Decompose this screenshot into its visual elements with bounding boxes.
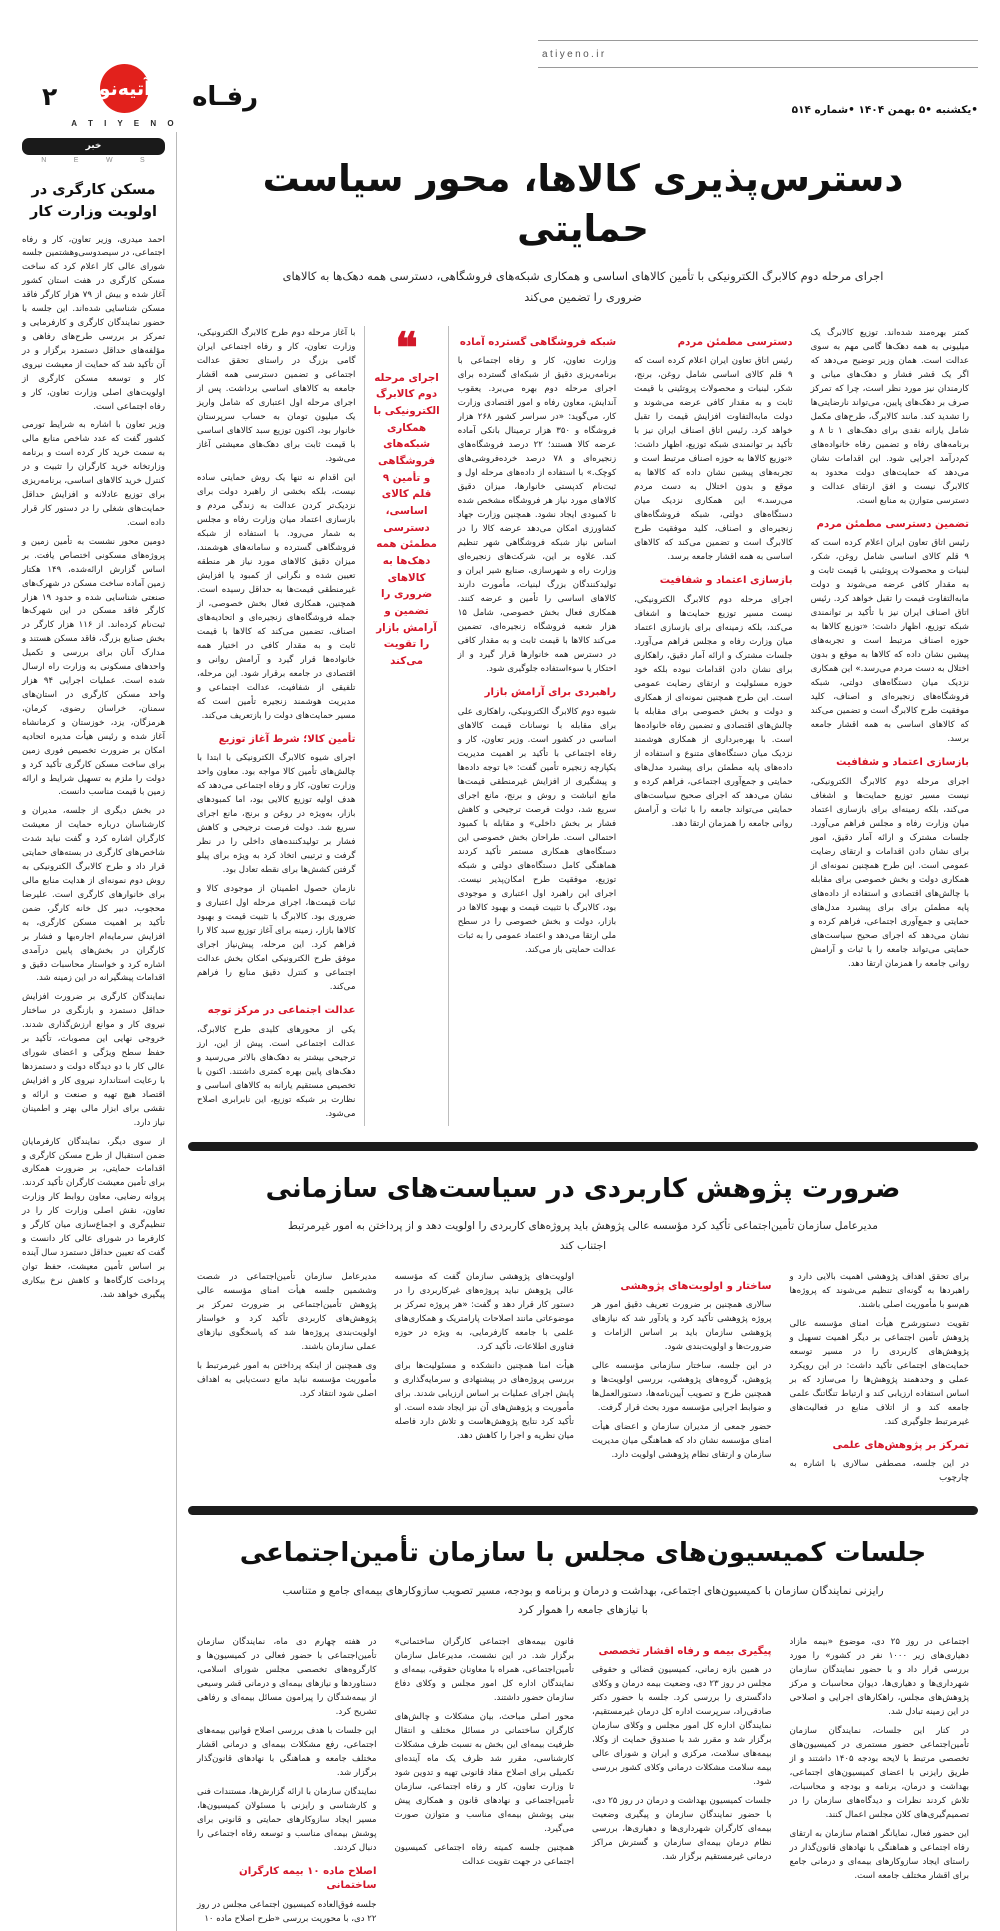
article-paragraph: حضور جمعی از مدیران سازمان و اعضای هیأت امنای مؤسسه نشان داد که هماهنگی میان مدیریت سازمان و ارتقای نظام پژوهشی اولویت دارد.: [592, 1422, 772, 1461]
article-subheading: بازسازی اعتماد و شفافیت: [836, 757, 969, 769]
article-column: [781, 1635, 979, 1931]
quote-mark-icon: ❝: [395, 323, 418, 373]
article-lead-columns: [188, 308, 978, 1126]
page-number: ۲: [42, 81, 58, 111]
article-subheading: تأمین کالا؛ شرط آغاز توزیع: [218, 734, 356, 746]
article-paragraph: در این جلسه، ساختار سازمانی مؤسسه عالی پژوهش، گروه‌های پژوهشی، بررسی اولویت‌ها و همچنین طرح و تصویب آیین‌نامه‌ها، دستورالعمل‌ها و ضوابط اجرایی مؤسسه مورد بحث قرار گرفت.: [592, 1361, 772, 1414]
article-paragraph: این جلسات با هدف بررسی اصلاح قوانین بیمه‌های اجتماعی، رفع مشکلات بیمه‌ای و درمانی اقشار مختلف جامعه و هماهنگی با نهادهای قانون‌گذار برگزار شد.: [197, 1726, 377, 1779]
sidebar-article-title: مسکن کارگری در اولویت وزارت کار: [30, 182, 157, 220]
issue-date-line: •یکشنبه •۵ بهمن ۱۴۰۴ •شماره ۵۱۴: [791, 104, 978, 116]
article-paragraph: اجرای مرحله دوم کالابرگ الکترونیکی، نیست مسیر توزیع حمایت‌ها و اشغاف می‌کند، بلکه زمینه‌ای برای بازسازی اعتماد میان وزارت رفاه و مجلس فراهم می‌آورد. جلسات مشترک و ارائه آمار دقیق، راهکاری برای نشان دادن اقدامات نبوده بلکه خود حوزه مسئولیت و ارتقای رضایت عمومی است. این طرح همچنین نمونه‌ای از همکاری و دولت و بخش خصوصی برای مقابله با چالش‌های اقتصادی و تضمین رفاه خانواده‌ها است. با بهره‌برداری از همکاری هوشمند نزدیک میان دستگاه‌های متنوع و استفاده از داده‌های پایه مطمئن برای پیشبرد مدل‌های حمایتی و جمع‌آوری اجتماعی، فراهم کرده و نشان می‌دهد که اجرای صحیح سیاست‌های حمایتی می‌تواند جامعه را با ثبات و آرامش روانی جامعه را همزمان ارتقا دهد.: [634, 594, 793, 829]
article-paragraph: با آغاز مرحله دوم طرح کالابرگ الکترونیکی، وزارت تعاون، کار و رفاه اجتماعی ایران گامی بزرگ در راستای تحقق عدالت اجتماعی و تضمین دسترسی همه اقشار جامعه به کالاهای اساسی برداشت. پس از اجرای مرحله اول اعتباری که شامل واریز یک میلیون تومان به حساب سرپرستان خانوار بود، اکنون توزیع سبد کالاهای اساسی با قیمت ثابت برای دهک‌های معیشتی آغاز می‌شود.: [197, 328, 356, 465]
sidebar-paragraph: نمایندگان کارگری بر ضرورت افزایش حداقل دستمزد و بازنگری در ساختار نیروی کار و موانع ارزش‌گذاری شدند. خروجی نهایی این مصوبات، تأکید بر حفظ سطح ویژگی و اعضای شورای عالی کار با دو دیدگاه دولت و دستمزدها با رعایت استاندارد نیروی کار و افزایش اقتصاد هیچ تهیه و صنعت و ارائه و نقشی برای ابزار مالی بهتر و اطمینان نیاز دارد.: [22, 992, 165, 1128]
sidebar-paragraph: در بخش دیگری از جلسه، مدیران و کارشناسان درباره حمایت از معیشت کارگران اشاره کرد و گفت نباید شدت شاخص‌های کارگری در بسته‌های حمایتی قرار داد و طرح کالابرگ الکترونیکی به روش دوم نمونه‌ای از هدایت منابع مالی برای خانوارهای کارگری است. علیرضا محجوب، دبیر کل خانه کارگر، ضمن تأکید بر اهمیت مسکن کارگری، به افزایش سرمایه‌ام اجاره‌بها و فشار بر کارگران در بخش‌های پایین درآمدی اشاره کرد و خواستار محاسبات دقیق و اقدامات پیشگیرانه در این زمینه شد.: [22, 806, 165, 984]
article-research-columns: [188, 1256, 978, 1490]
page-title: دسترس‌پذیری کالاها، محور سیاست حمایتی: [262, 157, 904, 250]
article-column: [583, 1635, 781, 1931]
main-content: [188, 132, 978, 1931]
sidebar-paragraph: دومین محور نشست به تأمین زمین و پروژه‌های مسکونی اختصاص یافت. بر اساس گزارش ارائه‌شده، ۱۴۹ هکتار زمین آماده ساخت مسکن در شهرک‌های صنعتی شناسایی شده و حدود ۱۹ هزار کارگر فاقد مسکن در این شهرک‌ها ثبت‌نام کرده‌اند. از ۱۱۶ هزار کارگر در بخش صنایع بزرگ، فاقد مسکن هستند و مدارک آنان برای بررسی و تکمیل واحدهای مسکونی به وزارت راه ارسال شده است. عملیات اجرایی ۹۴ هزار واحد مسکن کارگری در استان‌های سمنان، خراسان رضوی، کرمان، هرمزگان، یزد، خوزستان و کرمانشاه آغاز شده و رئیس هیأت مدیره اتحادیه امکان بر ضرورت تخصیص فوری زمین برای ساخت مسکن کارگری تأکید کرد و دولت را ملزم به تسهیل شرایط و ارائه زمین با قیمت مناسب دانست.: [22, 536, 166, 798]
logo-mark-icon: آتیه‌نو: [100, 64, 149, 113]
article-paragraph: وزارت تعاون، کار و رفاه اجتماعی با برنامه‌ریزی دقیق از شبکه‌ای گسترده برای اجرای مرحله دوم بهره می‌برد. یعقوب آندایش، معاون رفاه و امور اقتصادی وزارت کار، می‌گوید: «در سراسر کشور ۲۶۸ هزار فروشگاه و ۳۵۰ هزار ترمینال بانکی آماده عرضه کالا هستند؛ ۲۲ درصد فروشگاه‌های زنجیره‌ای و ۷۸ درصد خرده‌فروشی‌های کوچک.» با استفاده از داده‌های مرحله اول و ثبت‌نام کدپستی خانوارها، میزان دقیق کالاهای مورد نیاز هر فروشگاه مشخص شده تا کمبودی ایجاد نشود. همچنین وزارت جهاد کشاورزی امکان می‌دهد عرضه کالا را در اساس نیاز شبکه فروشگاهی شهر تنظیم کند. علاوه بر این، شرکت‌های زنجیره‌ای وزارت راه و شهرسازی، صنایع شیر ایران و تولیدکنندگان بزرگ لبنیات، مأمورت دارند کالاهای اساسی را تأمین و عرضه کنند. همکاری فعال بخش خصوصی، شامل ۱۵ هزار شعبه فروشگاه زنجیره‌ای، تضمین می‌کند کالاها با قیمت ثابت و به مقدار کافی در دسترس همه خانوارها قرار گیرد و از احتکار یا سوءاستفاده جلوگیری شود.: [457, 356, 617, 675]
article-paragraph: اولویت‌های پژوهشی سازمان گفت که مؤسسه عالی پژوهش نباید پروژه‌های غیرکاربردی را در دستور کار قرار دهد و گفت: «هر پروژه تمرکز بر موضوعاتی مانند اصلاحات پارامتریک و همکاری‌های علمی با جامعه کارفرمایی، به ویژه در حوزه فناوری اطلاعات، تأکید کرد.: [394, 1272, 574, 1353]
news-latin-letters: [22, 155, 165, 164]
article-paragraph: اجرای مرحله دوم کالابرگ الکترونیکی، نیست مسیر توزیع حمایت‌ها و اشغاف می‌کند، بلکه زمینه‌ای برای بازسازی اعتماد میان وزارت رفاه و مجلس فراهم می‌آورد. جلسات مشترک و ارائه آمار دقیق، امور برای نشان دادن اقدامات و ارتقای رضایت عمومی است. این طرح همچنین نمونه‌ای از همکاری دولت و بخش خصوصی برای مقابله با چالش‌های اقتصادی و استفاده از داده‌های پایه مطمئن برای برای پیشبرد مدل‌های حمایتی و جمع‌آوری اجتماعی، فراهم کرده و نشان می‌دهد که اجرای صحیح سیاست‌های حمایتی می‌تواند جامعه را با ثبات و آرامش روانی جامعه را همزمان ارتقا دهد.: [810, 776, 969, 969]
site-url[interactable]: atiyeno.ir: [542, 49, 607, 60]
article-column: [188, 1270, 386, 1490]
sidebar-badge-group: [22, 132, 165, 164]
article-parliament-columns: [188, 1621, 978, 1931]
article-column: [386, 1270, 584, 1490]
article-subheading: اصلاح ماده ۱۰ بیمه کارگران ساختمانی: [239, 1866, 377, 1892]
article-paragraph: رئیس اتاق تعاون ایران اعلام کرده است که ۹ قلم کالای اساسی شامل روغن، برنج، شکر، لبنیات و محصولات پروتئینی با قیمت ثابت و به مقدار کافی عرضه می‌شوند و دولت مابه‌التفاوت افزایش قیمت را تقبل خواهد کرد. رئیس اتاق اصناف ایران نیز با تأکید بر توانمندی شبکه توزیع، اظهار داشت: «توزیع کالاها به حوزه اصناف مرتبط است و تجربه‌های پیشین نشان داده که کالاها به موقع و بدون اختلال به دست مردم می‌رسد.» این همکاری نزدیک میان دستگاه‌های دولتی، شبکه فروشگاه‌های زنجیره‌ای و اصناف، کلید موفقیت طرح کالابرگ است و تضمین می‌کند که کالاهای اساسی به همه اقشار جامعه برسد.: [634, 356, 793, 563]
article-subheading: عدالت اجتماعی در مرکز توجه: [207, 1005, 356, 1017]
article-paragraph: اجتماعی در روز ۲۵ دی، موضوع «بیمه مازاد دهیاری‌های زیر ۱۰۰۰ نفر در کشور» را مورد بررسی قرار داد و با حضور نمایندگان سازمان شهرداری‌ها و دهیاری‌ها، دیوان محاسبات و مرکز پژوهش‌های مجلس، راهکارهای اجرایی و اصلاحی در این زمینه تبادل شد.: [789, 1637, 969, 1718]
article-paragraph: کمتر بهره‌مند شده‌اند. توزیع کالابرگ یک میلیونی به همه دهک‌ها گامی مهم به سوی عدالت است. همان وزیر توضیح می‌دهد که اگر یک قشر فشار و دهک‌های میانی و کارمندان نیز مورد نظر است، چرا که تمرکز صرف بر دهک‌های پایین، می‌تواند نارضایتی‌ها را تشدید کند. مانند کالابرگ، طرح‌های مکمل شامل یارانه نقدی برای دهک‌های ۱ تا ۸ و برنامه‌های رفاه و تضمین رفاه خانواده‌های کم‌درآمد اجرایی شود. این اقدامات نشان می‌دهد که حمایت‌های دولت محدود به کالابرگ نیست و افق ارتقای عدالت و دسترسی متوازن به منابع است.: [810, 328, 969, 507]
article-column: [781, 1270, 979, 1490]
article-paragraph: همچنین جلسه کمیته رفاه اجتماعی کمیسیون اجتماعی در جهت تقویت عدالت: [394, 1843, 574, 1868]
article-paragraph: این اقدام نه تنها یک روش حمایتی ساده نیست، بلکه بخشی از راهبرد دولت برای نزدیک‌تر کردن عدالت به زندگی مردم و بازسازی اعتماد میان وزارت رفاه و مجلس به شمار می‌رود. با استفاده از شبکه فروشگاهی گسترده و سامانه‌های هوشمند، میزان دقیق کالاهای مورد نیاز هر منطقه تعیین شده و نگرانی از کمبود یا افزایش غیرمنطقی قیمت‌ها به حداقل رسیده است. همچنین، همکاری فعال بخش خصوصی، از جمله فروشگاه‌های زنجیره‌ای و اتحادیه‌های اصناف، تضمین می‌کند که کالاها با قیمت ثابت و به مقدار کافی در اختیار همه خانواده‌ها قرار گیرد و آرامش روانی و اقتصادی در جامعه برقرار شود. این مرحله، تلفیقی از شفافیت، عدالت اجتماعی و مدیریت هوشمند زنجیره تأمین است که مسیر حمایت‌های دولت را بازتعریف می‌کند.: [197, 473, 356, 722]
article-paragraph: محور اصلی مباحث، بیان مشکلات و چالش‌های کارگران ساختمانی در مسائل مختلف و انتقال ظرفیت بیمه‌ای این بخش به نسبت ظرف مشکلات کارشناسی، مقرر شد ظرف یک ماه آینده‌ای تکمیلی برای اصلاح مفاد قانونی تهیه و تدوین شود تا وزارت تعاون، کار و رفاه اجتماعی، سازمان تأمین‌اجتماعی و نهادهای قانون و همکاری پیش بینی پوشش بیمه‌ای مناسب و متوازن صورت می‌گیرد.: [394, 1712, 574, 1835]
masthead: [0, 0, 1000, 132]
article-subheading: شبکه فروشگاهی گسترده آماده: [459, 337, 617, 349]
article-paragraph: اجرای شیوه کالابرگ الکترونیکی با ابتدا با چالش‌های تأمین کالا مواجه بود. معاون واحد وزارت تعاون، کار و رفاه اجتماعی می‌دهد که هدف اولیه توزیع کالایی بود، اما کمبودهای بازار، به‌ویژه در روغن و برنج، مانع اجرای سریع شد. دولت فرصت ترجیحی و کاهش فشار بر تولیدکننده‌های داخلی را در نظر گرفت و ترتیبی اتخاذ کرد به ویژه برای پیلو گرفتن کشش‌ها برای نقطه تعادل بود.: [197, 753, 356, 876]
article-subheading: تضمین دسترسی مطمئن مردم: [816, 519, 969, 531]
article-paragraph: در هفته چهارم دی ماه، نمایندگان سازمان تأمین‌اجتماعی با حضور فعالی در کمیسیون‌ها و کارگروه‌های تخصصی مجلس شورای اسلامی، دستاوردها و نیازهای بیمه‌ای و درمانی قشر وسیعی از بیمه‌شدگان را پیرامون مسائل بیمه‌ای و رفاهی تشریح کرد.: [197, 1637, 377, 1718]
article-paragraph: یکی از محورهای کلیدی طرح کالابرگ، عدالت اجتماعی است. پیش از این، ارز ترجیحی بیشتر به دهک‌های بالاتر می‌رسید و دهک‌های پایین بهره کمتری داشتند. اکنون با تخصیص مستقیم یارانه به کالاهای اساسی و نظارت بر شبکه توزیع، این نابرابری اصلاح می‌شود.: [197, 1024, 356, 1119]
article-paragraph: نازمان حصول اطمینان از موجودی کالا و ثبات قیمت‌ها، اجرای مرحله اول اعتباری و ضروری بود. کالابرگ با تثبیت قیمت و بهبود کالاها بازار، زمینه برای آغاز توزیع سبد کالا را فراهم کرد. این مرحله، پیش‌نیاز اجرای موفق طرح الکترونیکی امکان بخش عدالت اجتماعی و کنترل دقیق منابع را فراهم می‌کند.: [197, 884, 356, 993]
news-badge: خبر: [22, 138, 165, 155]
article-paragraph: شیوه دوم کالابرگ الکترونیکی، راهکاری علی برای مقابله با نوسانات قیمت کالاهای اساسی در کشور است. وزیر تعاون، کار و رفاه اجتماعی با تأکید بر اهمیت مدیریت یکپارچه زنجیره تأمین گفت: «با توجه داده‌ها و پیشگیری از افزایش غیرمنطقی قیمت‌ها مانع انباشت و روش و برنج، مانع اجرای سریع شد، دولت فرصت ترجیحی و کاهش فشار بر بخش داخلی» و مقابله با کمبود احتمالی است. طراحان بخش خصوصی این دستگاه‌های همکاری مستمر تأکید کردند هماهنگی کامل دستگاه‌های دولتی و شبکه توزیع، موفقیت طرح امکان‌پذیر نیست. اجرای این راهبرد اول اعتباری و موجودی بود، کالابرگ با تثبیت قیمت و بهبود کالاها در بازار، دولت و بخش خصوصی را در سطح ملی ارتقا می‌دهد و اعتماد عمومی را به ثبات عدالت حمایتی باز می‌کند.: [457, 706, 617, 955]
section-title: رفـاه: [192, 82, 259, 112]
logo-latin-name: A T I Y E N O: [71, 119, 179, 128]
article-subheading: راهبردی برای آرامش بازار: [484, 687, 617, 699]
publication-logo: [71, 64, 178, 128]
article-column: [802, 326, 978, 1126]
article-research-standfirst: مدیرعامل سازمان تأمین‌اجتماعی تأکید کرد مؤسسه عالی پژوهش باید پروژه‌های کاربردی را اولویت دهد و از پرداختن به امور غیرمرتبط اجتناب کند: [288, 1220, 878, 1252]
article-paragraph: این حضور فعال، نمایانگر اهتمام سازمان به ارتقای رفاه اجتماعی و هماهنگی با نهادهای قانون‌گذار در راستای ایجاد سازوکارهای بیمه‌ای و درمانی جامع برای اقشار مختلف جامعه است.: [789, 1829, 969, 1882]
article-column: [449, 326, 625, 1126]
article-lead: [188, 132, 978, 1126]
article-column: [583, 1270, 781, 1490]
article-paragraph: برای تحقق اهداف پژوهشی اهمیت بالایی دارد و راهبردها به گونه‌ای تنظیم می‌شوند که پروژه‌ها هم‌سو با مأموریت اصلی باشند.: [789, 1272, 969, 1311]
article-paragraph: قانون بیمه‌های اجتماعی کارگران ساختمانی» برگزار شد. در این نشست، مدیرعامل سازمان تأمین‌اجتماعی، همراه با معاونان حقوقی، بیمه‌ای و نمایندگان اداره کل امور مجلس و وکلای دفاع سازمان حضور داشتند.: [394, 1637, 574, 1704]
pull-quote: [364, 323, 448, 1126]
article-paragraph: جلسه فوق‌العاده کمیسیون اجتماعی مجلس در روز ۲۲ دی، با محوریت بررسی «طرح اصلاح ماده ۱۰: [197, 1899, 377, 1924]
article-lead-standfirst: اجرای مرحله دوم کالابرگ الکترونیکی با تأمین کالاهای اساسی و همکاری شبکه‌های فروشگاهی، دسترسی همه دهک‌ها به کالاهای ضروری را تضمین می‌کند: [282, 268, 884, 304]
article-paragraph: هیأت امنا همچنین دانشکده و مسئولیت‌ها برای بررسی پروژه‌های در پیشنهادی و سرمایه‌گذاری و پایش اجرای عملیات بر اساس ارزیابی شدند. برای مأموریت و پژوهش‌های آن نیز ایجاد شده است. او تأکید کرد نتایج پژوهش‌هاست و تلاش دارد فاصله میان نظریه و اجرا را کاهش دهد.: [394, 1361, 574, 1442]
article-parliament: [188, 1515, 978, 1930]
masthead-meta: [538, 40, 978, 116]
article-subheading: ساختار و اولویت‌های پژوهشی: [620, 1281, 772, 1293]
article-subheading: بازسازی اعتماد و شفافیت: [659, 575, 793, 587]
sidebar-paragraph: احمد میدری، وزیر تعاون، کار و رفاه اجتماعی، در سیصدوسی‌وهشتمین جلسه شورای عالی کار اعلام کرد که ساخت مسکن کارگری در هفت استان کشور آغاز شده و بیش از ۷۹ هزار کارگر فاقد مسکن شناسایی شده‌اند. این جلسه با حضور نمایندگان کارگری و کارفرمایی و تمرکز بر بررسی طرح‌های رفاهی و مؤلفه‌های حداقل دستمزد برگزار و در آن تأکید شد که حمایت از معیشت نیروی کار و توسعه مسکن کارگری از اولویت‌های اصلی وزارت تعاون، کار و رفاه اجتماعی است.: [22, 234, 166, 412]
article-paragraph: وی همچنین از اینکه پرداختن به امور غیرمرتبط با مأموریت مؤسسه نباید مانع دست‌یابی به اهداف اصلی شود انتقاد کرد.: [197, 1361, 377, 1400]
sidebar-paragraph: از سوی دیگر، نمایندگان کارفرمایان ضمن استقبال از طرح مسکن کارگری و اقدامات حمایتی، بر ضرورت همکاری برای تأمین معیشت کارگران تأکید کردند. پروانه رضایی، معاون روابط کار وزارت تعاون، نقش اصلی وزارت کار را در تنظیم‌گری و اجماع‌سازی میان کارگر و کارفرما در شورای عالی کار دانست و گفت که تعیین حداقل دستمزد سال آینده بر اساس تأمین معیشت، حفظ توان پرداخت کارگاه‌ها و کاهش نرخ بیکاری پیگیری خواهد شد.: [22, 1136, 165, 1300]
article-parliament-title: جلسات کمیسیون‌های مجلس با سازمان تأمین‌اجتماعی: [239, 1538, 927, 1569]
article-paragraph: مدیرعامل سازمان تأمین‌اجتماعی در شصت وششمین جلسه هیأت امنای مؤسسه عالی پژوهش تأمین‌اجتماعی بر ضرورت تمرکز بر پژوهش‌های کاربردی تأکید کرد و خواستار اولویت‌بندی پروژه‌ها شد که پاسخگوی نیازهای عملی سازمان باشند.: [197, 1272, 377, 1353]
page-body: [0, 132, 1000, 1931]
article-column: [188, 326, 364, 1126]
article-column: [386, 1635, 584, 1931]
section-divider: [188, 1142, 978, 1151]
masthead-brand-group: [22, 40, 258, 128]
article-paragraph: جلسات کمیسیون بهداشت و درمان در روز ۲۵ دی، با حضور نمایندگان سازمان و پیگیری وضعیت بیمه‌ای کارگران شهرداری‌ها و دهیاری‌ها، بررسی نظام درمان بیمه‌ای سازمان و گسترش مراکز درمانی غیرمستقیم برگزار شد.: [592, 1796, 772, 1863]
article-column: [188, 1635, 386, 1931]
news-letter: N: [41, 157, 48, 164]
article-research: [188, 1151, 978, 1491]
news-letter: E: [73, 157, 80, 164]
article-paragraph: تقویت دستورشرح هیأت امنای مؤسسه عالی پژوهش تأمین اجتماعی بر دیگر اهمیت تسهیل و پژوهش‌های کاربردی را در مسیر توسعه حمایت‌های اجتماعی تأکید داشت: در این رویکرد عملی و وحدهمند پژوهش‌ها را می‌سازد که بر اساس استفاده ارزیابی کند و ارتباط تنگاتنگ علمی جامعه کند و از اتلاف منابع در فعالیت‌های غیرمرتبط جلوگیری کند.: [789, 1319, 969, 1428]
article-paragraph: در این جلسه، مصطفی سالاری با اشاره به چارچوب: [789, 1459, 969, 1484]
article-paragraph: رئیس اتاق تعاون ایران اعلام کرده است که ۹ قلم کالای اساسی شامل روغن، شکر، لبنیات و محصولات پروتئینی با قیمت ثابت و به مقدار کافی عرضه می‌شوند و دولت مابه‌التفاوت قیمت را تقبل خواهد کرد. رئیس اتاق اصناف ایران نیز با تأکید بر توانمندی شبکه توزیع، اظهار داشت: «توزیع کالاها به حوزه اصناف مرتبط است و تجربه‌های پیشین نشان داده که کالاها به موقع و بدون اختلال به دست مردم می‌رسد.» این همکاری نزدیک میان دستگاه‌های دولتی، شبکه فروشگاه‌های زنجیره‌ای و اصناف، کلید موفقیت طرح کالابرگ است و تضمین می‌کند که کالاهای اساسی به همه اقشار جامعه برسد.: [810, 538, 969, 745]
article-paragraph: نمایندگان سازمان با ارائه گزارش‌ها، مستندات فنی و کارشناسی و رایزنی با مسئولان کمیسیون‌ها، مسیر ایجاد سازوکارهای حمایتی و قانونی برای پوشش بیمه‌ای مناسب و توسعه رفاه اجتماعی را دنبال کردند.: [197, 1787, 377, 1854]
article-subheading: پیگیری بیمه و رفاه اقشار تخصصی: [598, 1646, 772, 1658]
article-paragraph: در کنار این جلسات، نمایندگان سازمان تأمین‌اجتماعی حضور مستمری در کمیسیون‌های تخصصی مرتبط با لایحه بودجه ۱۴۰۵ داشتند و از طریق رایزنی با اعضای کمیسیون‌های اجتماعی، بهداشت و درمان، برنامه و بودجه و محاسبات، تلاش کردند نظرات و دیدگاه‌های سازمان را در تصمیم‌گیری‌های کلان مجلس اعمال کنند.: [789, 1726, 969, 1821]
article-subheading: تمرکز بر پژوهش‌های علمی: [832, 1440, 969, 1452]
article-column: [625, 326, 801, 1126]
article-parliament-standfirst: رایزنی نمایندگان سازمان با کمیسیون‌های اجتماعی، بهداشت و درمان و برنامه و بودجه، مسیر تصویب سازوکارهای بیمه‌ای جامع و متناسب با نیازهای جامعه را هموار کرد: [282, 1584, 884, 1617]
sidebar-paragraph: وزیر تعاون با اشاره به شرایط تورمی کشور گفت که عدد شاخص منابع مالی به سمت خرید کار کرده است و برنامه وزارتخانه خرید کارگران را تثبیت و در کنترل خرید کالاهای اساسی، برنامه‌ریزی برای توزیع عادلانه و افزایش حداقل حمایت‌های شغلی را در دستور کار قرار داده است.: [22, 420, 165, 528]
sidebar: [22, 132, 177, 1931]
article-lead-header: [188, 132, 978, 308]
news-letter: W: [105, 157, 114, 164]
sidebar-article-body: [22, 234, 165, 1303]
article-subheading: دسترسی مطمئن مردم: [677, 337, 793, 349]
article-paragraph: در همین بازه زمانی، کمیسیون قضائی و حقوقی مجلس در روز ۲۳ دی، وضعیت بیمه درمان و وکلای دادگستری را بررسی کرد. جلسه با حضور دکتر صادقی‌راد، سرپرست اداره کل درمان غیرمستقیم، نمایندگان اداره کل امور مجلس و وکلای سازمان برگزار شد و مقرر شد با صندوق حمایت از وکلا، بیمه‌های سلامت، مرکزی و ایران و شورای عالی بیمه سلامت مشکلات درمانی وکلای کشور بررسی شود.: [592, 1665, 772, 1788]
pull-quote-text: اجرای مرحله دوم کالابرگ الکترونیکی با همکاری شبکه‌های فروشگاهی و تأمین ۹ قلم کالای اساسی، دسترسی مطمئن همه دهک‌ها به کالاهای ضروری را تضمین و آرامش بازار را تقویت می‌کند: [373, 371, 440, 667]
news-letter: S: [140, 157, 146, 164]
article-paragraph: سالاری همچنین بر ضرورت تعریف دقیق امور هر پروژه پژوهشی تأکید کرد و یادآور شد که نیازهای پژوهشی سازمان باید بر اساس الزامات و ضرورت‌ها و اولویت‌بندی شود.: [592, 1300, 772, 1353]
section-divider: [188, 1506, 978, 1515]
article-research-title: ضرورت پژوهش کاربردی در سیاست‌های سازمانی: [265, 1173, 901, 1204]
